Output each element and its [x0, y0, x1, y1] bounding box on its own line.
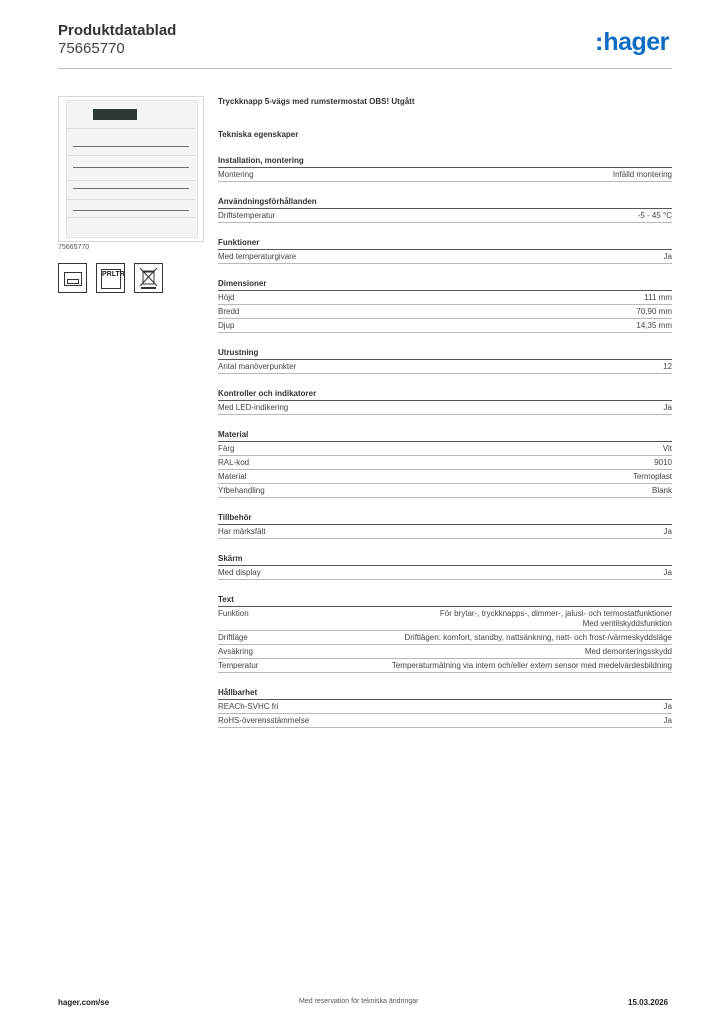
spec-value-line: -5 - 45 °C — [637, 211, 672, 220]
weee-bin-icon — [134, 263, 163, 293]
spec-label: Höjd — [218, 293, 235, 302]
spec-group-title: Funktioner — [218, 237, 672, 250]
section-title: Tekniska egenskaper — [218, 130, 299, 139]
spec-value — [664, 702, 672, 712]
spec-group — [218, 237, 672, 264]
spec-label: Antal manöverpunkter — [218, 362, 297, 371]
spec-label: Har märksfält — [218, 527, 266, 536]
spec-value — [663, 444, 672, 454]
spec-group-title: Text — [218, 594, 672, 607]
spec-label: Material — [218, 472, 247, 481]
spec-value — [664, 527, 672, 537]
spec-value-line: Infälld montering — [612, 170, 672, 179]
spec-row — [218, 442, 672, 456]
rocker-line — [73, 188, 189, 189]
spec-row — [218, 659, 672, 673]
spec-label: Montering — [218, 170, 254, 179]
spec-row — [218, 566, 672, 580]
spec-row — [218, 250, 672, 264]
spec-value — [613, 170, 672, 180]
spec-value-line: För brytar-, tryckknapps-, dimmer-, jalusi- och termostatfunktioner — [439, 609, 672, 618]
spec-group — [218, 388, 672, 415]
spec-value-line: Ja — [663, 702, 672, 711]
spec-value — [644, 293, 672, 303]
spec-value-line: Temperaturmätning via intern och/eller extern sensor med medelvärdesbildning — [391, 661, 672, 670]
spec-group — [218, 512, 672, 539]
spec-label: Temperatur — [218, 661, 259, 670]
spec-value-line: Med ventilskyddsfunktion — [582, 619, 672, 628]
spec-row — [218, 700, 672, 714]
spec-value-line: Vit — [662, 444, 672, 453]
spec-value — [652, 486, 672, 496]
lcd-display-symbol-icon — [96, 263, 125, 293]
spec-value-line: 70,90 mm — [636, 307, 672, 316]
spec-row — [218, 470, 672, 484]
spec-group-title: Installation, montering — [218, 155, 672, 168]
spec-group-title: Tillbehör — [218, 512, 672, 525]
spec-group — [218, 155, 672, 182]
spec-value-line: 111 mm — [644, 293, 672, 302]
spec-label: Avsäkring — [218, 647, 253, 656]
spec-group — [218, 429, 672, 498]
spec-group-title: Dimensioner — [218, 278, 672, 291]
footer-url: hager.com/se — [58, 998, 110, 1007]
spec-label: Bredd — [218, 307, 240, 316]
spec-label: Djup — [218, 321, 235, 330]
page-header — [58, 22, 176, 58]
spec-groups — [218, 155, 672, 728]
spec-label: RAL-kod — [218, 458, 250, 467]
spec-row — [218, 484, 672, 498]
spec-value — [664, 716, 672, 726]
spec-group — [218, 347, 672, 374]
spec-label: Färg — [218, 444, 235, 453]
product-number: 75665770 — [58, 40, 125, 57]
spec-value — [664, 403, 672, 413]
spec-value — [654, 458, 672, 468]
spec-value — [664, 252, 672, 262]
spec-row — [218, 456, 672, 470]
spec-label: Driftläge — [218, 633, 248, 642]
spec-label: Med LED-indikering — [218, 403, 289, 412]
spec-value — [392, 661, 672, 671]
spec-label: Funktion — [218, 609, 249, 618]
spec-label: Ytbehandling — [218, 486, 265, 495]
spec-group — [218, 196, 672, 223]
spec-value-line: Ja — [663, 568, 672, 577]
spec-row — [218, 305, 672, 319]
spec-row — [218, 209, 672, 223]
spec-value — [638, 211, 672, 221]
spec-value-line: Driftlägen: komfort, standby, nattsänkning, natt- och frost-/värmeskyddsläge — [404, 633, 672, 642]
product-subtitle: Tryckknapp 5-vägs med rumstermostat OBS! Utgått — [218, 97, 415, 106]
lcd-display — [93, 109, 137, 120]
spec-group — [218, 278, 672, 333]
spec-value-line: Blank — [651, 486, 672, 495]
spec-value — [440, 609, 672, 629]
spec-label: Driftstemperatur — [218, 211, 276, 220]
spec-value-line: Termoplast — [632, 472, 672, 481]
rocker-line — [73, 146, 189, 147]
spec-row — [218, 360, 672, 374]
spec-value — [636, 321, 672, 331]
spec-group-title: Användningsförhållanden — [218, 196, 672, 209]
rocker-line — [73, 210, 189, 211]
spec-value-line: 9010 — [654, 458, 672, 467]
header-divider — [58, 68, 672, 69]
spec-row — [218, 631, 672, 645]
footer-disclaimer: Med reservation för tekniska ändringar — [299, 998, 419, 1005]
spec-group-title: Kontroller och indikatorer — [218, 388, 672, 401]
display-housing-icon — [58, 263, 87, 293]
spec-value-line: Ja — [663, 252, 672, 261]
spec-value-line: 12 — [663, 362, 672, 371]
spec-row — [218, 291, 672, 305]
spec-value-line: Ja — [663, 403, 672, 412]
spec-value-line: Med demonteringsskydd — [584, 647, 672, 656]
spec-label: REACh-SVHC fri — [218, 702, 279, 711]
spec-label: Med display — [218, 568, 261, 577]
spec-value — [636, 307, 672, 317]
spec-group-title: Utrustning — [218, 347, 672, 360]
spec-row — [218, 319, 672, 333]
spec-value — [633, 472, 672, 482]
spec-group-title: Hållbarhet — [218, 687, 672, 700]
spec-value-line: 14,35 mm — [636, 321, 672, 330]
spec-value-line: Ja — [663, 716, 672, 725]
spec-row — [218, 607, 672, 631]
image-caption: 75665770 — [58, 244, 90, 251]
spec-label: RoHS-överensstämmelse — [218, 716, 310, 725]
spec-row — [218, 401, 672, 415]
spec-row — [218, 168, 672, 182]
logo-colon: : — [595, 28, 604, 56]
spec-label: Med temperaturgivare — [218, 252, 297, 261]
spec-value — [404, 633, 672, 643]
spec-row — [218, 645, 672, 659]
hager-logo — [595, 28, 669, 57]
spec-value — [585, 647, 672, 657]
spec-value-line: Ja — [663, 527, 672, 536]
spec-group — [218, 594, 672, 673]
rocker-line — [73, 167, 189, 168]
device-illustration — [66, 100, 198, 238]
spec-row — [218, 525, 672, 539]
technical-content — [218, 96, 672, 728]
lcd-symbol-text: PRLTR — [101, 269, 121, 289]
spec-group-title: Material — [218, 429, 672, 442]
spec-row — [218, 714, 672, 728]
page-title: Produktdatablad — [58, 22, 177, 39]
logo-text: hager — [603, 28, 669, 56]
product-image — [58, 96, 204, 242]
spec-group — [218, 687, 672, 728]
spec-group — [218, 553, 672, 580]
spec-group-title: Skärm — [218, 553, 672, 566]
spec-value — [663, 362, 672, 372]
footer-date: 15.03.2026 — [628, 998, 669, 1007]
spec-value — [664, 568, 672, 578]
